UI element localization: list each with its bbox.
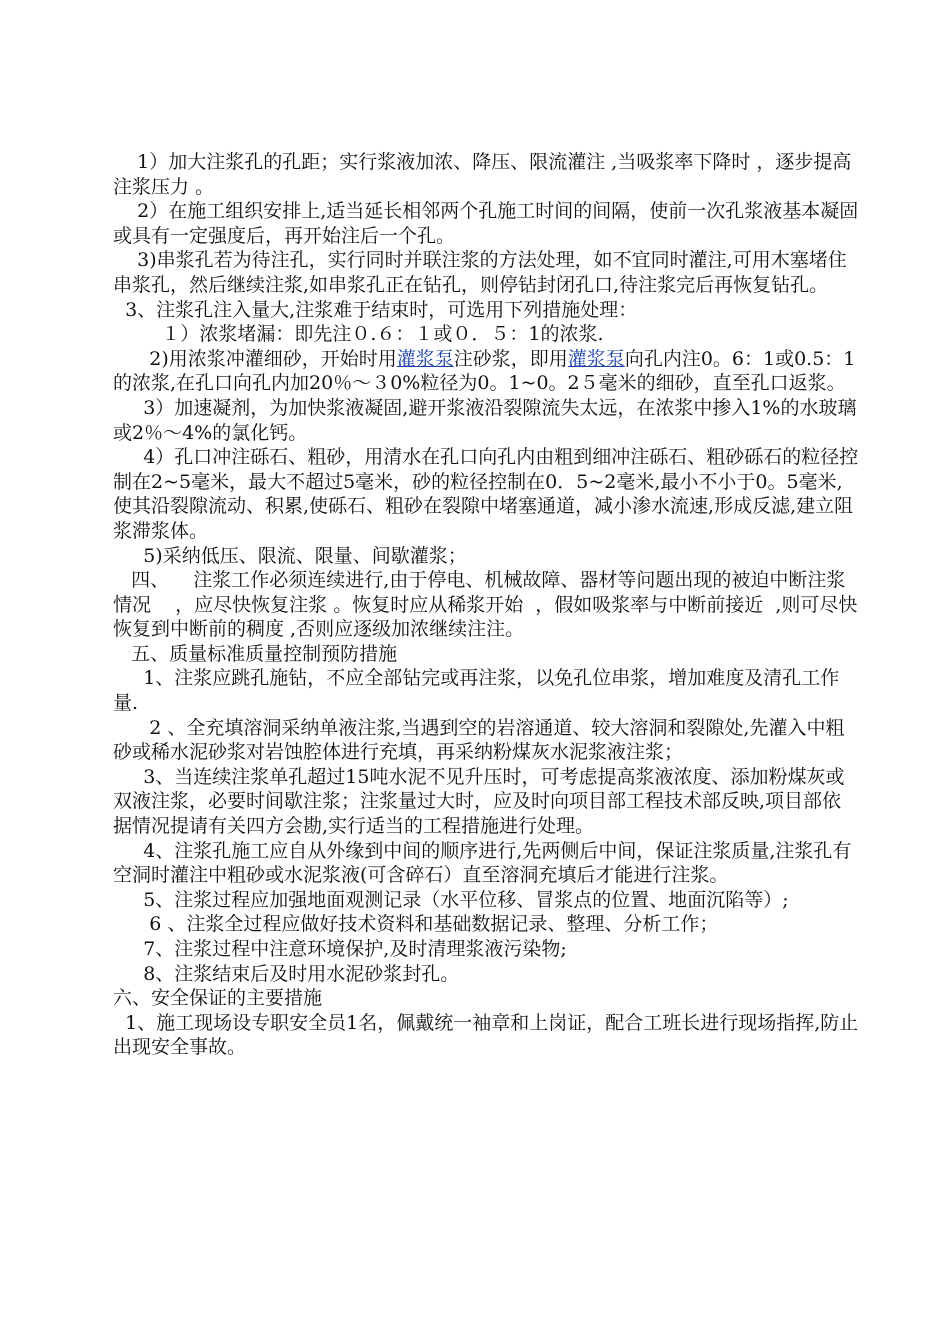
paragraph-12: 1、注浆应跳孔施钻，不应全部钻完或再注浆，以免孔位串浆，增加难度及清孔工作量. <box>113 667 840 715</box>
paragraph-6-text-a: 2)用浓浆冲灌细砂，开始时用 <box>113 347 397 370</box>
section-heading-3: 3、注浆孔注入量大,注浆难于结束时，可选用下列措施处理： <box>113 298 638 321</box>
paragraph-19: 8、注浆结束后及时用水泥砂浆封孔。 <box>113 962 460 985</box>
paragraph-21: 1、施工现场设专职安全员1名，佩戴统一袖章和上岗证，配合工班长进行现场指挥,防止出现安全事故。 <box>113 1011 859 1059</box>
grout-pump-link-1[interactable]: 灌浆泵 <box>396 347 454 370</box>
paragraph-2: 2）在施工组织安排上,适当延长相邻两个孔施工时间的间隔，使前一次孔浆液基本凝固或具有一定强度后，再开始注后一个孔。 <box>113 200 859 247</box>
paragraph-6-text-c: 向孔内注0。6：1或0.5：1的浓浆,在孔口向孔内加20％～３0%粒径为0。1~0。2５毫米的细砂，直至孔口返浆。 <box>113 347 856 395</box>
paragraph-6-text-b: 注砂浆，即用 <box>453 347 568 370</box>
paragraph-13: 2 、全充填溶洞采纳单液注浆,当遇到空的岩溶通道、较大溶洞和裂隙处,先灌入中粗砂或稀水泥砂浆对岩蚀腔体进行充填，再采纳粉煤灰水泥浆液注浆； <box>113 716 845 764</box>
paragraph-5: １）浓浆堵漏：即先注０.６：１或０．５：1的浓浆. <box>113 323 604 346</box>
paragraph-7: 3）加速凝剂，为加快浆液凝固,避开浆液沿裂隙流失太远，在浓浆中掺入1%的水玻璃或2％～4%的氯化钙。 <box>113 396 857 444</box>
paragraph-6 <box>113 347 860 396</box>
section-heading-six: 六、安全保证的主要措施 <box>113 987 323 1010</box>
paragraph-1: 1）加大注浆孔的孔距；实行浆液加浓、降压、限流灌注 ,当吸浆率下降时 ，逐步提高注浆压力 。 <box>113 151 852 198</box>
paragraph-16: 5、注浆过程应加强地面观测记录（水平位移、冒浆点的位置、地面沉陷等）; <box>113 888 789 911</box>
paragraph-17: 6 、注浆全过程应做好技术资料和基础数据记录、整理、分析工作； <box>113 913 719 936</box>
paragraph-8: 4）孔口冲注砾石、粗砂，用清水在孔口向孔内由粗到细冲注砾石、粗砂砾石的粒径控制在2~5毫米，最大不超过5毫米，砂的粒径控制在0．5~2毫米,最小不小于0。5毫米,使其沿裂隙流动、积累,使砾石、粗砂在裂隙中堵塞通道，减小渗水流速,形成反滤,建立阻浆滞浆体。 <box>113 446 859 542</box>
grout-pump-link-2[interactable]: 灌浆泵 <box>567 347 625 370</box>
paragraph-3: 3)串浆孔若为待注孔，实行同时并联注浆的方法处理，如不宜同时灌注,可用木塞堵住串浆孔，然后继续注浆,如串浆孔正在钻孔，则停钻封闭孔口,待注浆完后再恢复钻孔。 <box>113 249 847 296</box>
paragraph-15: 4、注浆孔施工应自从外缘到中间的顺序进行,先两侧后中间，保证注浆质量,注浆孔有空洞时灌注中粗砂或水泥浆液(可含碎石）直至溶洞充填后才能进行注浆。 <box>113 839 852 887</box>
paragraph-9: 5)采纳低压、限流、限量、间歇灌浆； <box>113 544 467 567</box>
section-four: 四、 注浆工作必须连续进行,由于停电、机械故障、器材等问题出现的被迫中断注浆情况 ，应尽快恢复注浆 。恢复时应从稀浆开始 ，假如吸浆率与中断前接近 ,则可尽快恢复到中断前的稠度 ,否则应逐级加浓继续注注。 <box>113 569 858 641</box>
paragraph-18: 7、注浆过程中注意环境保护,及时清理浆液污染物; <box>113 938 567 960</box>
section-heading-five: 五、质量标准质量控制预防措施 <box>113 642 398 665</box>
paragraph-14: 3、当连续注浆单孔超过15吨水泥不见升压时，可考虑提高浆液浓度、添加粉煤灰或双液注浆，必要时间歇注浆；注浆量过大时，应及时向项目部工程技术部反映,项目部依据情况提请有关四方会勘,实行适当的工程措施进行处理。 <box>113 765 845 838</box>
